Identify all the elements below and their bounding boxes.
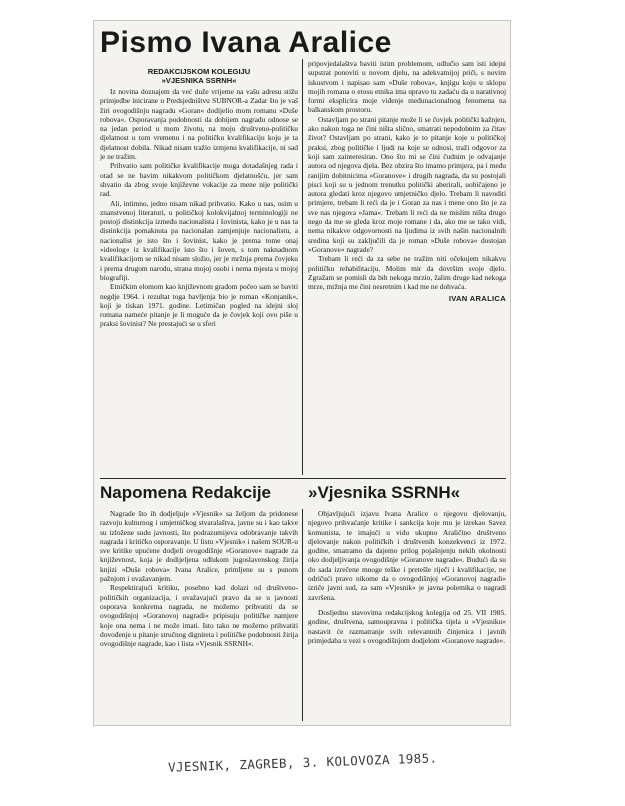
note-heading-right: »Vjesnika SSRNH« (308, 483, 461, 502)
note-column-left (100, 509, 298, 723)
letter-column-right (308, 59, 506, 477)
letter-paragraph: Ali, intimno, jedno nisam nikad prihvatio. Kako u nas, osim u znanstvenoj literaturi, u političkoj kolokvijalnoj terminologiji ne postoji distinkcija između nacionalista i šovinista, kako je u nas ta distinkcija pomaknuta pa nacionalan zamjenjuje nacionalistu, a nacionalist je isto što i šovinist, kako je prema tome onaj »ideolog« iz kvalifikacije isto što i šoven, s tom naknadnom kvalifikacijom se nikad nisam složio, jer je mržnja prema čovjeku i prema drugom narodu, strana mojoj osobi i nema mjesta u mojoj biografiji. (100, 198, 298, 282)
letter-paragraph: Etničkim elomom kao književnom građom počeo sam se baviti negdje 1964. i rezultat toga bavljenja bio je roman »Konjanik«, koji je tiskan 1971. godine. Letimičan pogled na idejni sloj romana nameće pitanje je li moguće da je čovjek koji ovo piše u praksi šovinist? Ne prestajući se u sferi (100, 282, 298, 329)
addressee-line-2: »VJESNIKA SSRNH« (161, 76, 237, 85)
newspaper-clipping (93, 20, 511, 726)
note-paragraph: Nagrade što ih dodjeljuje »Vjesnik« sa željom da pridonese razvoju kulturnog i umjetničkog stvaralaštva, javne su i kao takve su izložene sudu javnosti, što podrazumijeva odobravanje takvih nagrada i kritičko osporavanje. U listu »Vjesnik« i našem SOUR-u sve kritike upućene dodjeli ovogodišnje »Goranove« nagrade za književnost, koja je dodijeljena odlukom jugoslavenskog žirija knjizi »Duše robova« Ivana Aralice, primljene su s punom pažnjom i uvažavanjem. (100, 509, 298, 584)
letter-signature: IVAN ARALICA (448, 294, 506, 304)
letter-paragraph: Iz novina doznajem da već duže vrijeme na vašu adresu stižu primjedbe inicirane u Predsjedništvu SUBNOR-a Zadar što je vaš žiri ovogodišnju nagradu »Goran« dodijelio mom romanu »Duše robova«. Osporavanja podobnosti da dobijem nagradu odnose se na jedan period u mom životu, na moju društveno-političku djelatnost u tom vremenu i na političku kvalifikaciju koju je ta djelatnost dobila. Nikad nisam tražio izmjenu kvalifikacije, ni sad je ne tražim. (100, 87, 298, 162)
handwritten-source-note: VJESNIK, ZAGREB, 3. KOLOVOZA 1985. (167, 750, 438, 775)
column-divider (302, 509, 303, 721)
letter-paragraph: Ostavljam po strani pitanje može li se čovjek politički kažnjen, ako nakon toga ne čini ništa slično, smatrati nepodobnim za čitav život? Ostavljam po strani, kako je to pitanje koje u političkoj praksi, zbog političke i ljudi na koje se odnosi, traži odgovor za koji sam zainteresiran. Ono što mi se čini čudnim je odvajanje autora od njegova djela. Bez obzira što imamo primjera, pa i među ranijim dobitnicima »Goranove« i drugih nagrada, da su postojali pisci koji su u jednom trenutku politički aberirali, uobičajeno je autora gledati kroz njegovo umjetničko djelo. Trebam li navoditi primjere, trebam li reći da je i Goran za nas i mene ono što je za sve nas njegova »Jama«. Trebam li reći da ne mislim ništa drugo nego da me se gleda kroz moje romane i da, ako me se tako vidi, nema nikakve odgovornosti na ljudima iz svih našin nacionalnih sredina koji su zaključili da je roman »Duše robova« dostojan »Goranove« nagrade? (308, 114, 506, 254)
letter-paragraph: pripovjedalaštva baviti istim problemom, odlučio sam isti idejni supstrat ponoviti u novom djelu, na adekvatnijoj priči, s novim iskustvom i napisao sam »Duše robova«, knjigu koju u sklopu mojih romana o etosu etnika ima upravo tu zadaću da u narativnoj formi eksplicira moje viđenje međunacionalnog fenomena na balkanskom prostoru. (308, 59, 506, 115)
section-divider (100, 478, 506, 479)
letter-paragraph: Prihvatio sam političke kvalifikacije moga dotadašnjeg rada i otad se ne bavim nikakvom političkom djelatnošću, jer sam shvatio da zbog svoje književne vokacije za mene nije politički rad. (100, 161, 298, 199)
note-paragraph: Objavljujući izjavu Ivana Aralice o njegovu djelovanju, njegovo prihvaćanje kritike i sankcija koje mu je izrekao Savez komunista, te imajući u vidu ukupno Araličino društveno djelovanje nakon političkih i društvenih konzekvenci iz 1972. godine, smatramo da dajemo prilog pojašnjenju nekih okolnosti oko dodjeljivanja ovogodišnje »Goranove nagrade«. Budući da su do sada izrečene mnoge teške i pretešle riječi i kvalifikacije, ne odričući pravo nikome da o ovogodišnjoj »Goranovoj nagradi« izriče javni sud, za sam »Vjesnik« je javna polemika o nagradi završena. (308, 509, 506, 602)
note-heading-left: Napomena Redakcije (100, 483, 272, 502)
article-headline: Pismo Ivana Aralice (100, 26, 392, 59)
note-paragraph: Dosljedno stavovima redakcijskog kolegija od 25. VII 1985. godine, društvena, samoupravna i politička tijela u »Vjesniku« nastavit će razmatranje svih relevantnih činjenica i javnih primjedaba u vezi s ovogodišnjom dodjelom »Goranove nagrade«. (308, 607, 506, 645)
letter-column-left (100, 87, 298, 473)
letter-paragraph: Trebam li reći da za sebe ne tražim niti očekujem nikakvu političku rehabilitaciju. Molim mir da dovršim svoje djelo. Zgražam se pomisli da bih nekoga mrzio, žalim druge kad nekoga mrze, mržnja me čini nesretnim i kad me ne dohvaća. (308, 254, 506, 292)
note-column-right (308, 509, 506, 723)
note-paragraph: Respektirajući kritiku, posebno kad dolazi od društveno-političkih organizacija, i uvažavajući pravo da se u javnosti osporava konkretna nagrada, ne možemo prihvatiti da se ovogodišnjoj »Goranovoj nagradi« pripisuju političke namjere koje ona nema i ne može imati. Isto tako ne možemo prihvatiti dovođenje u pitanje stručnog digniteta i političke podobnosti žirija ovogodišnje nagrade, kao i lista »Vjesnik SSRNH«. (100, 583, 298, 649)
letter-addressee (100, 67, 298, 85)
column-divider (302, 59, 303, 475)
addressee-line-1: REDAKCIJSKOM KOLEGIJU (147, 67, 251, 76)
